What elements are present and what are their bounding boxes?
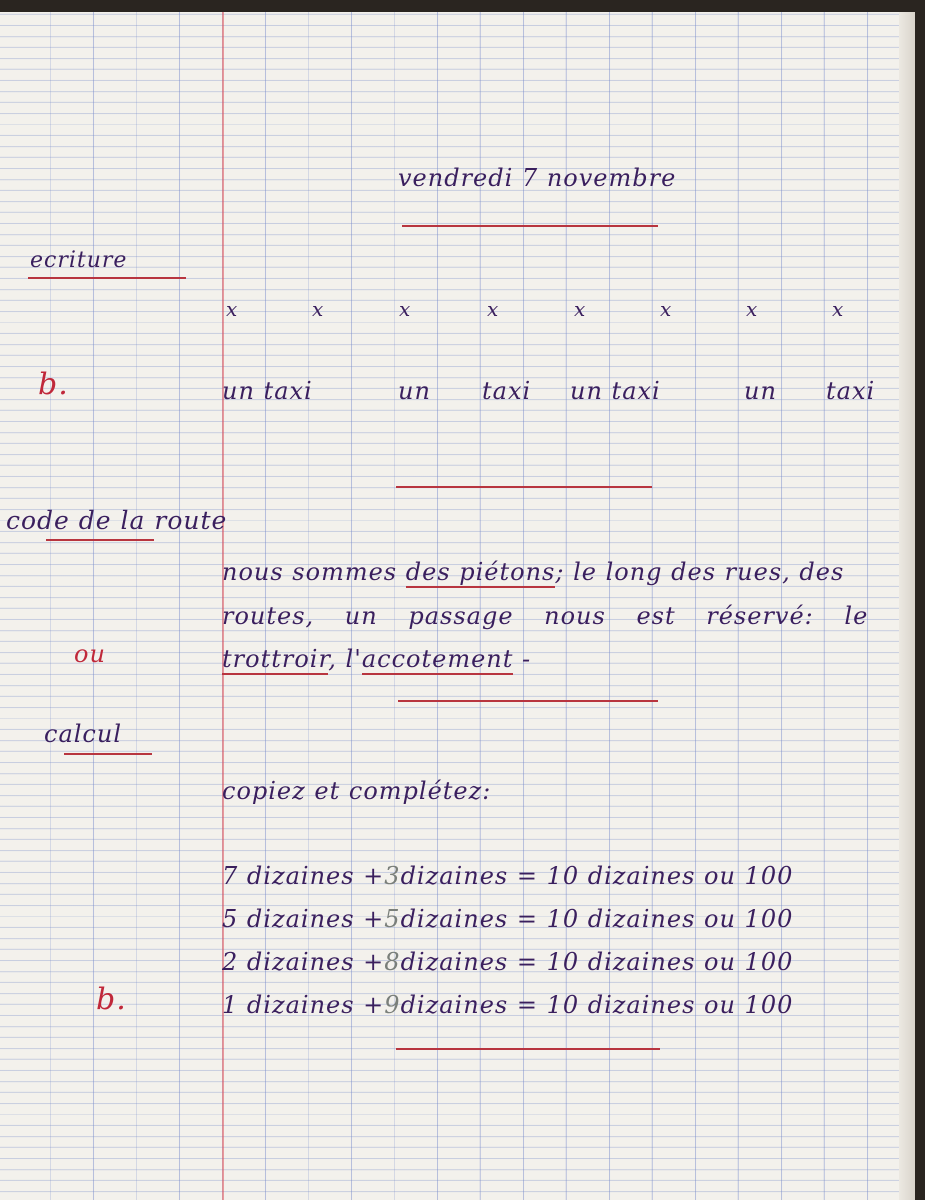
- taxi-word: un taxi: [570, 377, 661, 405]
- calcul-line: [222, 905, 793, 933]
- x-letter: x: [312, 297, 325, 321]
- section-rule: [396, 486, 652, 488]
- underlined-text: trottroir: [222, 645, 329, 673]
- section-ecriture: ecriture: [30, 248, 128, 273]
- calcul-line: [222, 862, 793, 890]
- x-letter: x: [574, 297, 587, 321]
- code-text: -: [513, 645, 532, 673]
- underlined-text: des piétons: [405, 558, 556, 586]
- section-rule: [398, 700, 658, 702]
- underlined-text: accotement: [361, 645, 514, 673]
- code-route-underline: [46, 539, 154, 541]
- answer-number: 5: [384, 905, 401, 933]
- x-letter: x: [746, 297, 759, 321]
- calcul-instruction: copiez et complétez:: [222, 777, 492, 805]
- section-code-route: code de la route: [6, 506, 228, 535]
- taxi-word: un: [744, 377, 777, 405]
- taxi-word: un: [398, 377, 431, 405]
- calcul-underline: [64, 753, 152, 755]
- notebook-page: [0, 12, 915, 1200]
- calcul-text: dizaines = 10 dizaines ou 100: [400, 948, 794, 976]
- grade-mark: b.: [96, 982, 127, 1017]
- page-edge: [899, 12, 915, 1200]
- ou-mark: ou: [74, 640, 106, 668]
- taxi-word: taxi: [482, 377, 532, 405]
- code-text: nous sommes: [222, 558, 398, 586]
- x-letter: x: [399, 297, 412, 321]
- calcul-text: dizaines = 10 dizaines ou 100: [400, 905, 794, 933]
- calcul-text: 2 dizaines +: [222, 948, 385, 976]
- date-heading: vendredi 7 novembre: [398, 164, 677, 192]
- calcul-text: dizaines = 10 dizaines ou 100: [400, 991, 794, 1019]
- taxi-word: un taxi: [222, 377, 313, 405]
- date-rule: [402, 225, 658, 227]
- code-line-3: [222, 645, 531, 673]
- calcul-line: [222, 991, 793, 1019]
- x-letter: x: [487, 297, 500, 321]
- section-calcul: calcul: [44, 720, 122, 748]
- x-letter: x: [226, 297, 239, 321]
- x-letter: x: [660, 297, 673, 321]
- code-line-1: [222, 558, 844, 586]
- calcul-text: 5 dizaines +: [222, 905, 385, 933]
- calcul-text: 7 dizaines +: [222, 862, 385, 890]
- answer-number: 3: [384, 862, 401, 890]
- taxi-word: taxi: [826, 377, 876, 405]
- calcul-line: [222, 948, 793, 976]
- calcul-text: 1 dizaines +: [222, 991, 385, 1019]
- x-letter: x: [832, 297, 845, 321]
- code-line-2: routes, un passage nous est réservé: le: [222, 602, 869, 630]
- section-rule: [396, 1048, 660, 1050]
- ecriture-underline: [28, 277, 186, 279]
- code-text: , l': [328, 645, 362, 673]
- answer-number: 8: [384, 948, 401, 976]
- grade-mark: b.: [38, 367, 69, 402]
- answer-number: 9: [384, 991, 401, 1019]
- calcul-text: dizaines = 10 dizaines ou 100: [400, 862, 794, 890]
- code-text: ; le long des rues, des: [555, 558, 845, 586]
